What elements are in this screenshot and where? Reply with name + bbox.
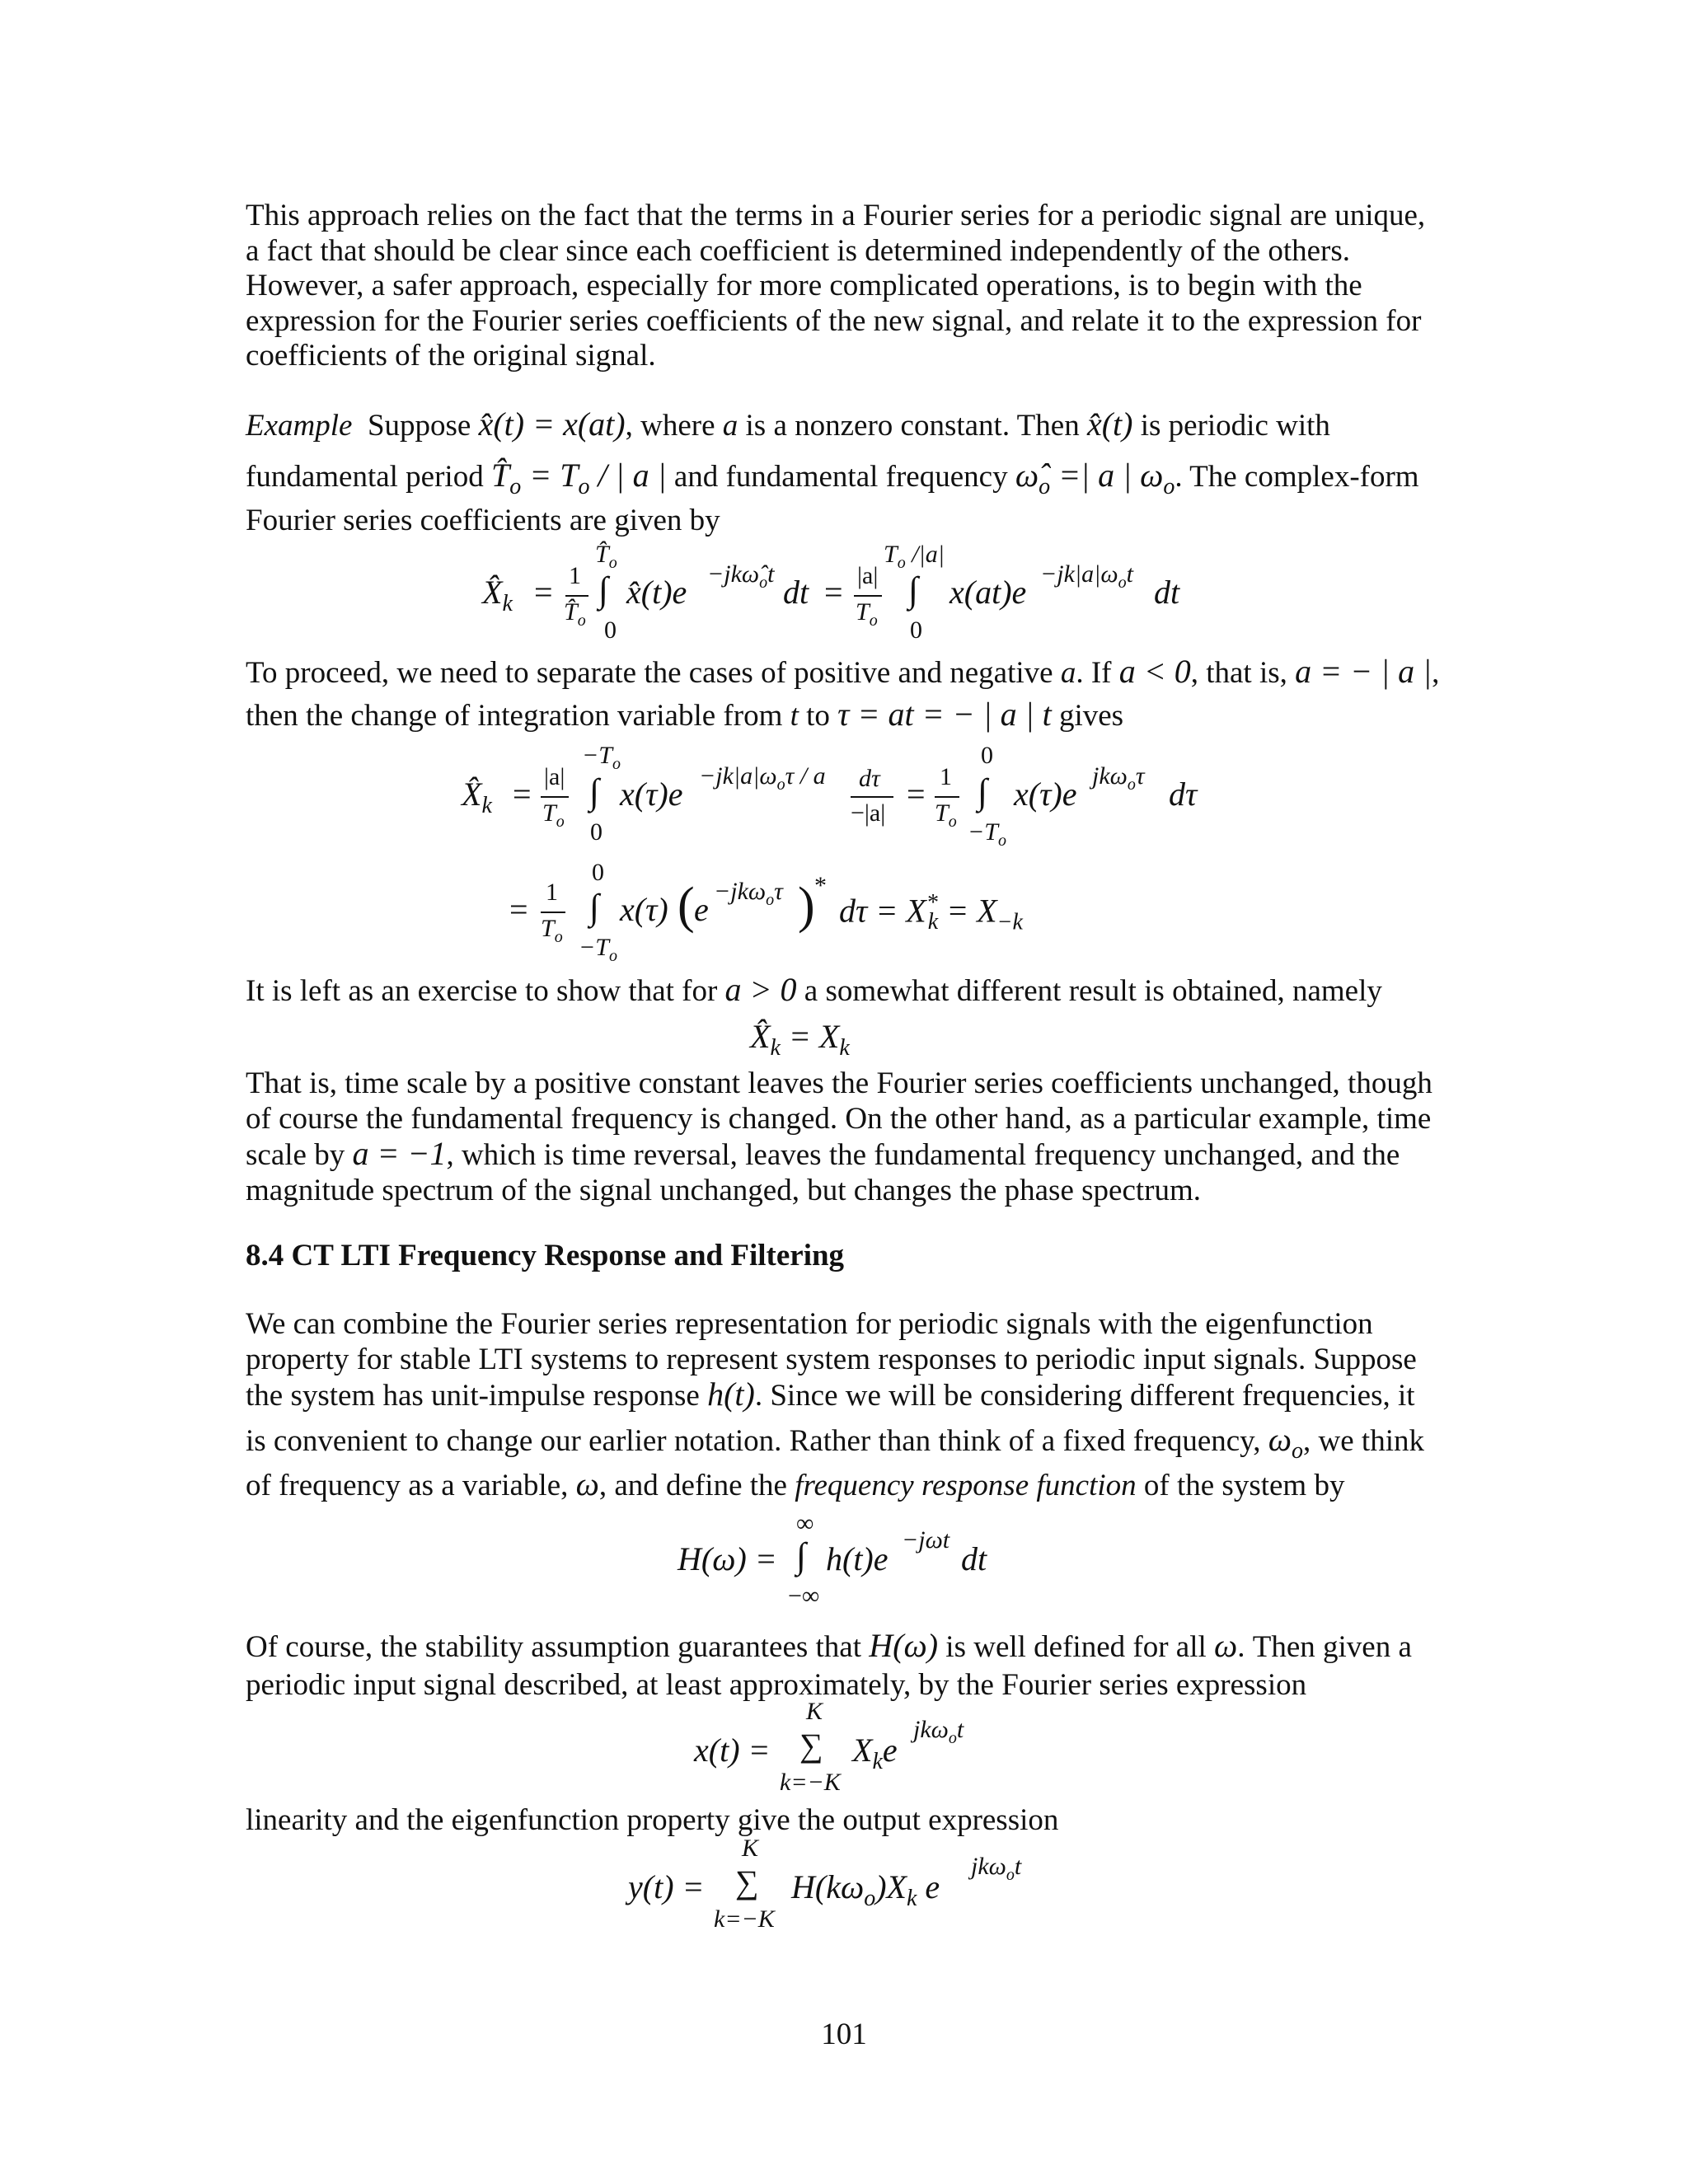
proceed-line-2: then the change of integration variable from t to τ = at = − | a | t gives bbox=[246, 696, 1124, 733]
text-line: However, a safer approach, especially for more complicated operations, is to begin with the bbox=[246, 269, 1362, 302]
proceed-line-1: To proceed, we need to separate the cases of positive and negative a. If a < 0, that is, a = − | a |, bbox=[246, 653, 1440, 690]
exercise-line: It is left as an exercise to show that for a > 0 a somewhat different result is obtained, namely bbox=[246, 971, 1382, 1008]
example-line-3: Fourier series coefficients are given by bbox=[246, 504, 720, 537]
paragraph-frequency-response: We can combine the Fourier series representation for periodic signals with the eigenfunction property for stable LTI systems to represent system responses to periodic input signals. Suppose the system has unit-impulse response h(t). Since we will be considering different frequencies, it bbox=[246, 1307, 1417, 1413]
example-line-1: Example Suppose x̂(t) = x(at), where a is a nonzero constant. Then x̂(t) is periodic with bbox=[246, 405, 1330, 443]
section-heading: 8.4 CT LTI Frequency Response and Filtering bbox=[246, 1239, 845, 1272]
text-line: coefficients of the original signal. bbox=[246, 339, 656, 373]
paragraph-time-scale: That is, time scale by a positive constant leaves the Fourier series coefficients unchanged, though of course the fundamental frequency is changed. On the other hand, as a particular example, time scale by a = −1, which is time reversal, leaves the fundamental frequency unchanged, and the magnitude spectrum of the signal unchanged, but changes the phase spectrum. bbox=[246, 1066, 1432, 1207]
text-line: expression for the Fourier series coefficients of the new signal, and relate it to the expression for bbox=[246, 303, 1422, 338]
paragraph-stability: Of course, the stability assumption guarantees that H(ω) is well defined for all ω. Then given a bbox=[246, 1627, 1412, 1664]
example-line-2: fundamental period $T̂_o = T_o$ / | a | and fundamental frequency $\omegâ_o$ =| a | $\omega_o$. The complex-form bbox=[246, 457, 1419, 499]
text-line: This approach relies on the fact that the terms in a Fourier series for a periodic signal are unique, bbox=[246, 199, 1426, 232]
paragraph-frequency-line-4: is convenient to change our earlier notation. Rather than think of a fixed frequency, $\omega_o$, we think bbox=[246, 1421, 1424, 1464]
document-page: This approach relies on the fact that the terms in a Fourier series for a periodic signal are unique, a fact that should be clear since each coefficient is determined independently of the others. However, a safer approach, especially for more complicated operations, is to begin with the expression for the Fourier series coefficients of the new signal, and relate it to the expression for coefficients of the original signal. Example Suppose x̂(t) = x(at), where a is a nonzero constant. Then x̂(t) is periodic with fundamental period $T̂_o = T_o$ / | a | and fundamental frequency $\omegâ_o$ =| a | $\omega_o$. The complex-form Fourier series coefficients are given by $X̂_k$ = 1 $T̂_o$ $T̂_o$ ∫ 0 x̂(t)e $-jk\omegâ_ot$ dt = |a| $T_o$ $T_o$ /|a| ∫ 0 x(at)e $-jk|a|\omega_ot$ dt To proceed, we need to separate the cases of positive and negative a. If a < 0, that is, a = − | a |, then the change of integration variable from t to τ = at = − | a | t gives $X̂_k$ = |a| $T_o$ $-T_o$ ∫ 0 x(τ)e $-jk|a|\omega_o\tau / a$ dτ −|a| = 1 $T_o$ 0 ∫ $-T_o$ x(τ)e jkω$_o$τ dτ = 1 $T_o$ 0 ∫ $-T_o$ x(τ) ( e −jkω$_o$τ ) * $d\tau = X^*_k = X_{-k}$ It is left as an exercise to show that for a > 0 a somewhat different result is obtained, namely $X̂_k = X_k$ That is, time scale by a positive constant leaves the Fourier series coefficients unchanged, though of course the fundamental frequency is changed. On the other hand, as a particular example, time scale by a = −1, which is time reversal, leaves the fundamental frequency unchanged, and the magnitude spectrum of the signal unchanged, but changes the phase spectrum. 8.4 CT LTI Frequency Response and Filtering We can combine the Fourier series representation for periodic signals with the eigenfunction property for stable LTI systems to represent system responses to periodic input signals. Suppose the system has unit-impulse response h(t). Since we will be considering different frequencies, it is convenient to change our earlier notation. Rather than think of a fixed frequency, $\omega_o$, we think of frequency as a variable, ω, and define the frequency response function of the system by ∞ H(ω) = ∫ −∞ h(t)e −jωt dt Of course, the stability assumption guarantees that H(ω) is well defined for all ω. Then given a periodic input signal described, at least approximately, by the Fourier series expression K x(t) = ∑ k=−K $X_ke$ jkω$_o$t linearity and the eigenfunction property give the output expression K y(t) = ∑ k=−K $H(k\omega_o)X_k$ e jkω$_o$t 101 bbox=[0, 0, 1688, 2184]
text-line: a fact that should be clear since each coefficient is determined independently of the others. bbox=[246, 233, 1351, 268]
paragraph-intro bbox=[246, 199, 1449, 374]
paragraph-output: linearity and the eigenfunction property give the output expression bbox=[246, 1803, 1059, 1837]
paragraph-stability-line-2: periodic input signal described, at least approximately, by the Fourier series expression bbox=[246, 1668, 1307, 1702]
page-number: 101 bbox=[821, 2018, 867, 2051]
math-inline: x̂(t) = x(at) bbox=[478, 405, 626, 443]
paragraph-frequency-line-5: of frequency as a variable, ω, and define the frequency response function of the system by bbox=[246, 1465, 1345, 1502]
